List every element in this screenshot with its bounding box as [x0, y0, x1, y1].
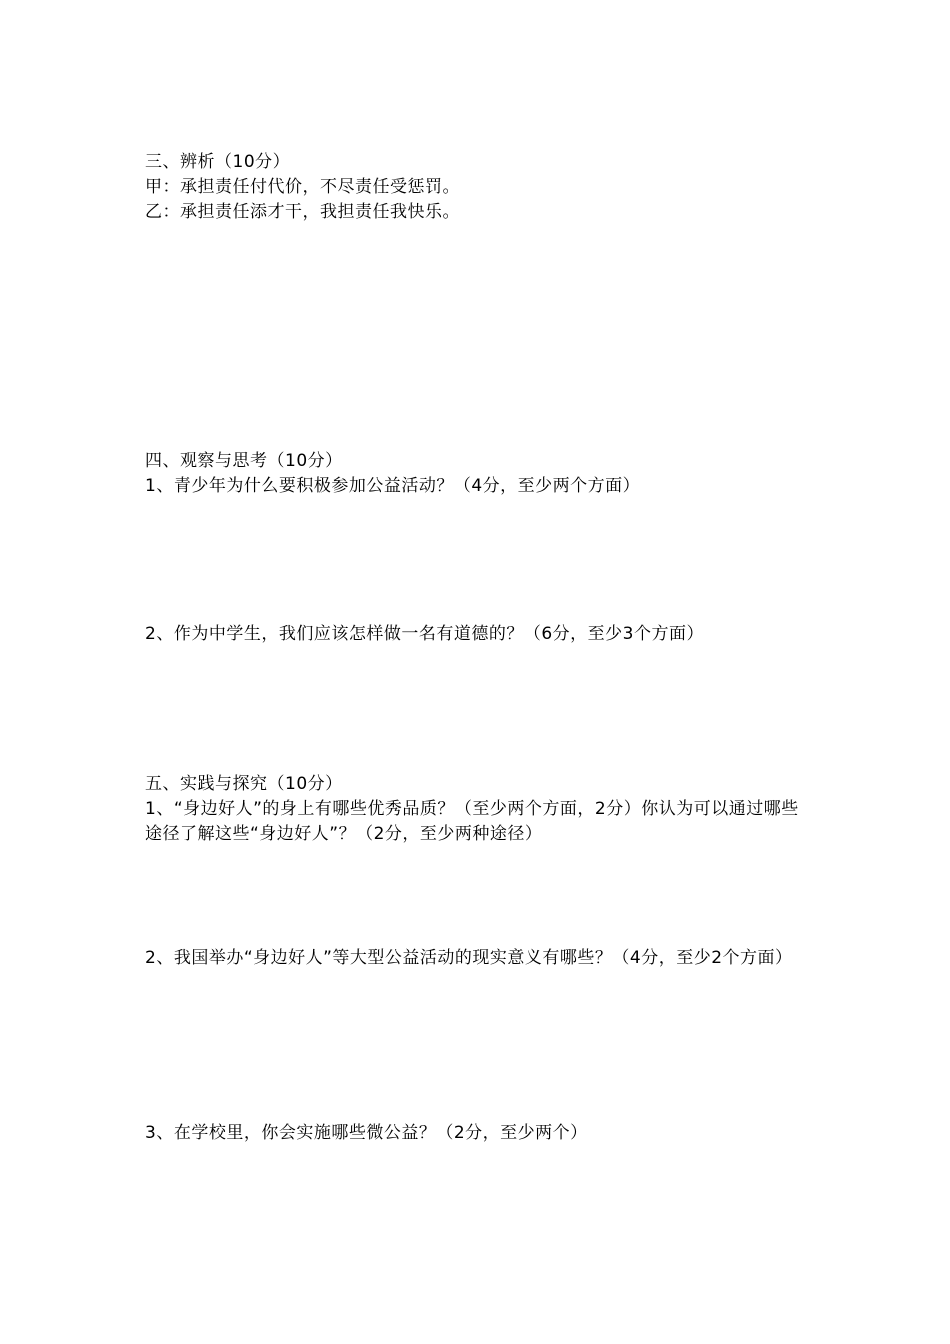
statement-a: 甲：承担责任付代价，不尽责任受惩罚。 [145, 177, 460, 197]
section-5-question-1: 1、“身边好人”的身上有哪些优秀品质？（至少两个方面，2分）你认为可以通过哪些途径了解这些“身边好人”？（2分，至少两种途径） [145, 799, 799, 844]
section-4-question-2: 2、作为中学生，我们应该怎样做一名有道德的？（6分，至少3个方面） [145, 624, 704, 644]
statement-b: 乙：承担责任添才干，我担责任我快乐。 [145, 202, 460, 222]
section-4-heading: 四、观察与思考（10分） [145, 451, 343, 471]
section-5-heading: 五、实践与探究（10分） [145, 774, 343, 794]
section-4-question-1: 1、青少年为什么要积极参加公益活动？（4分，至少两个方面） [145, 476, 641, 496]
section-5-question-3: 3、在学校里，你会实施哪些微公益？（2分，至少两个） [145, 1123, 588, 1143]
section-5-question-2: 2、我国举办“身边好人”等大型公益活动的现实意义有哪些？（4分，至少2个方面） [145, 948, 793, 968]
section-3-heading: 三、辨析（10分） [145, 152, 291, 172]
